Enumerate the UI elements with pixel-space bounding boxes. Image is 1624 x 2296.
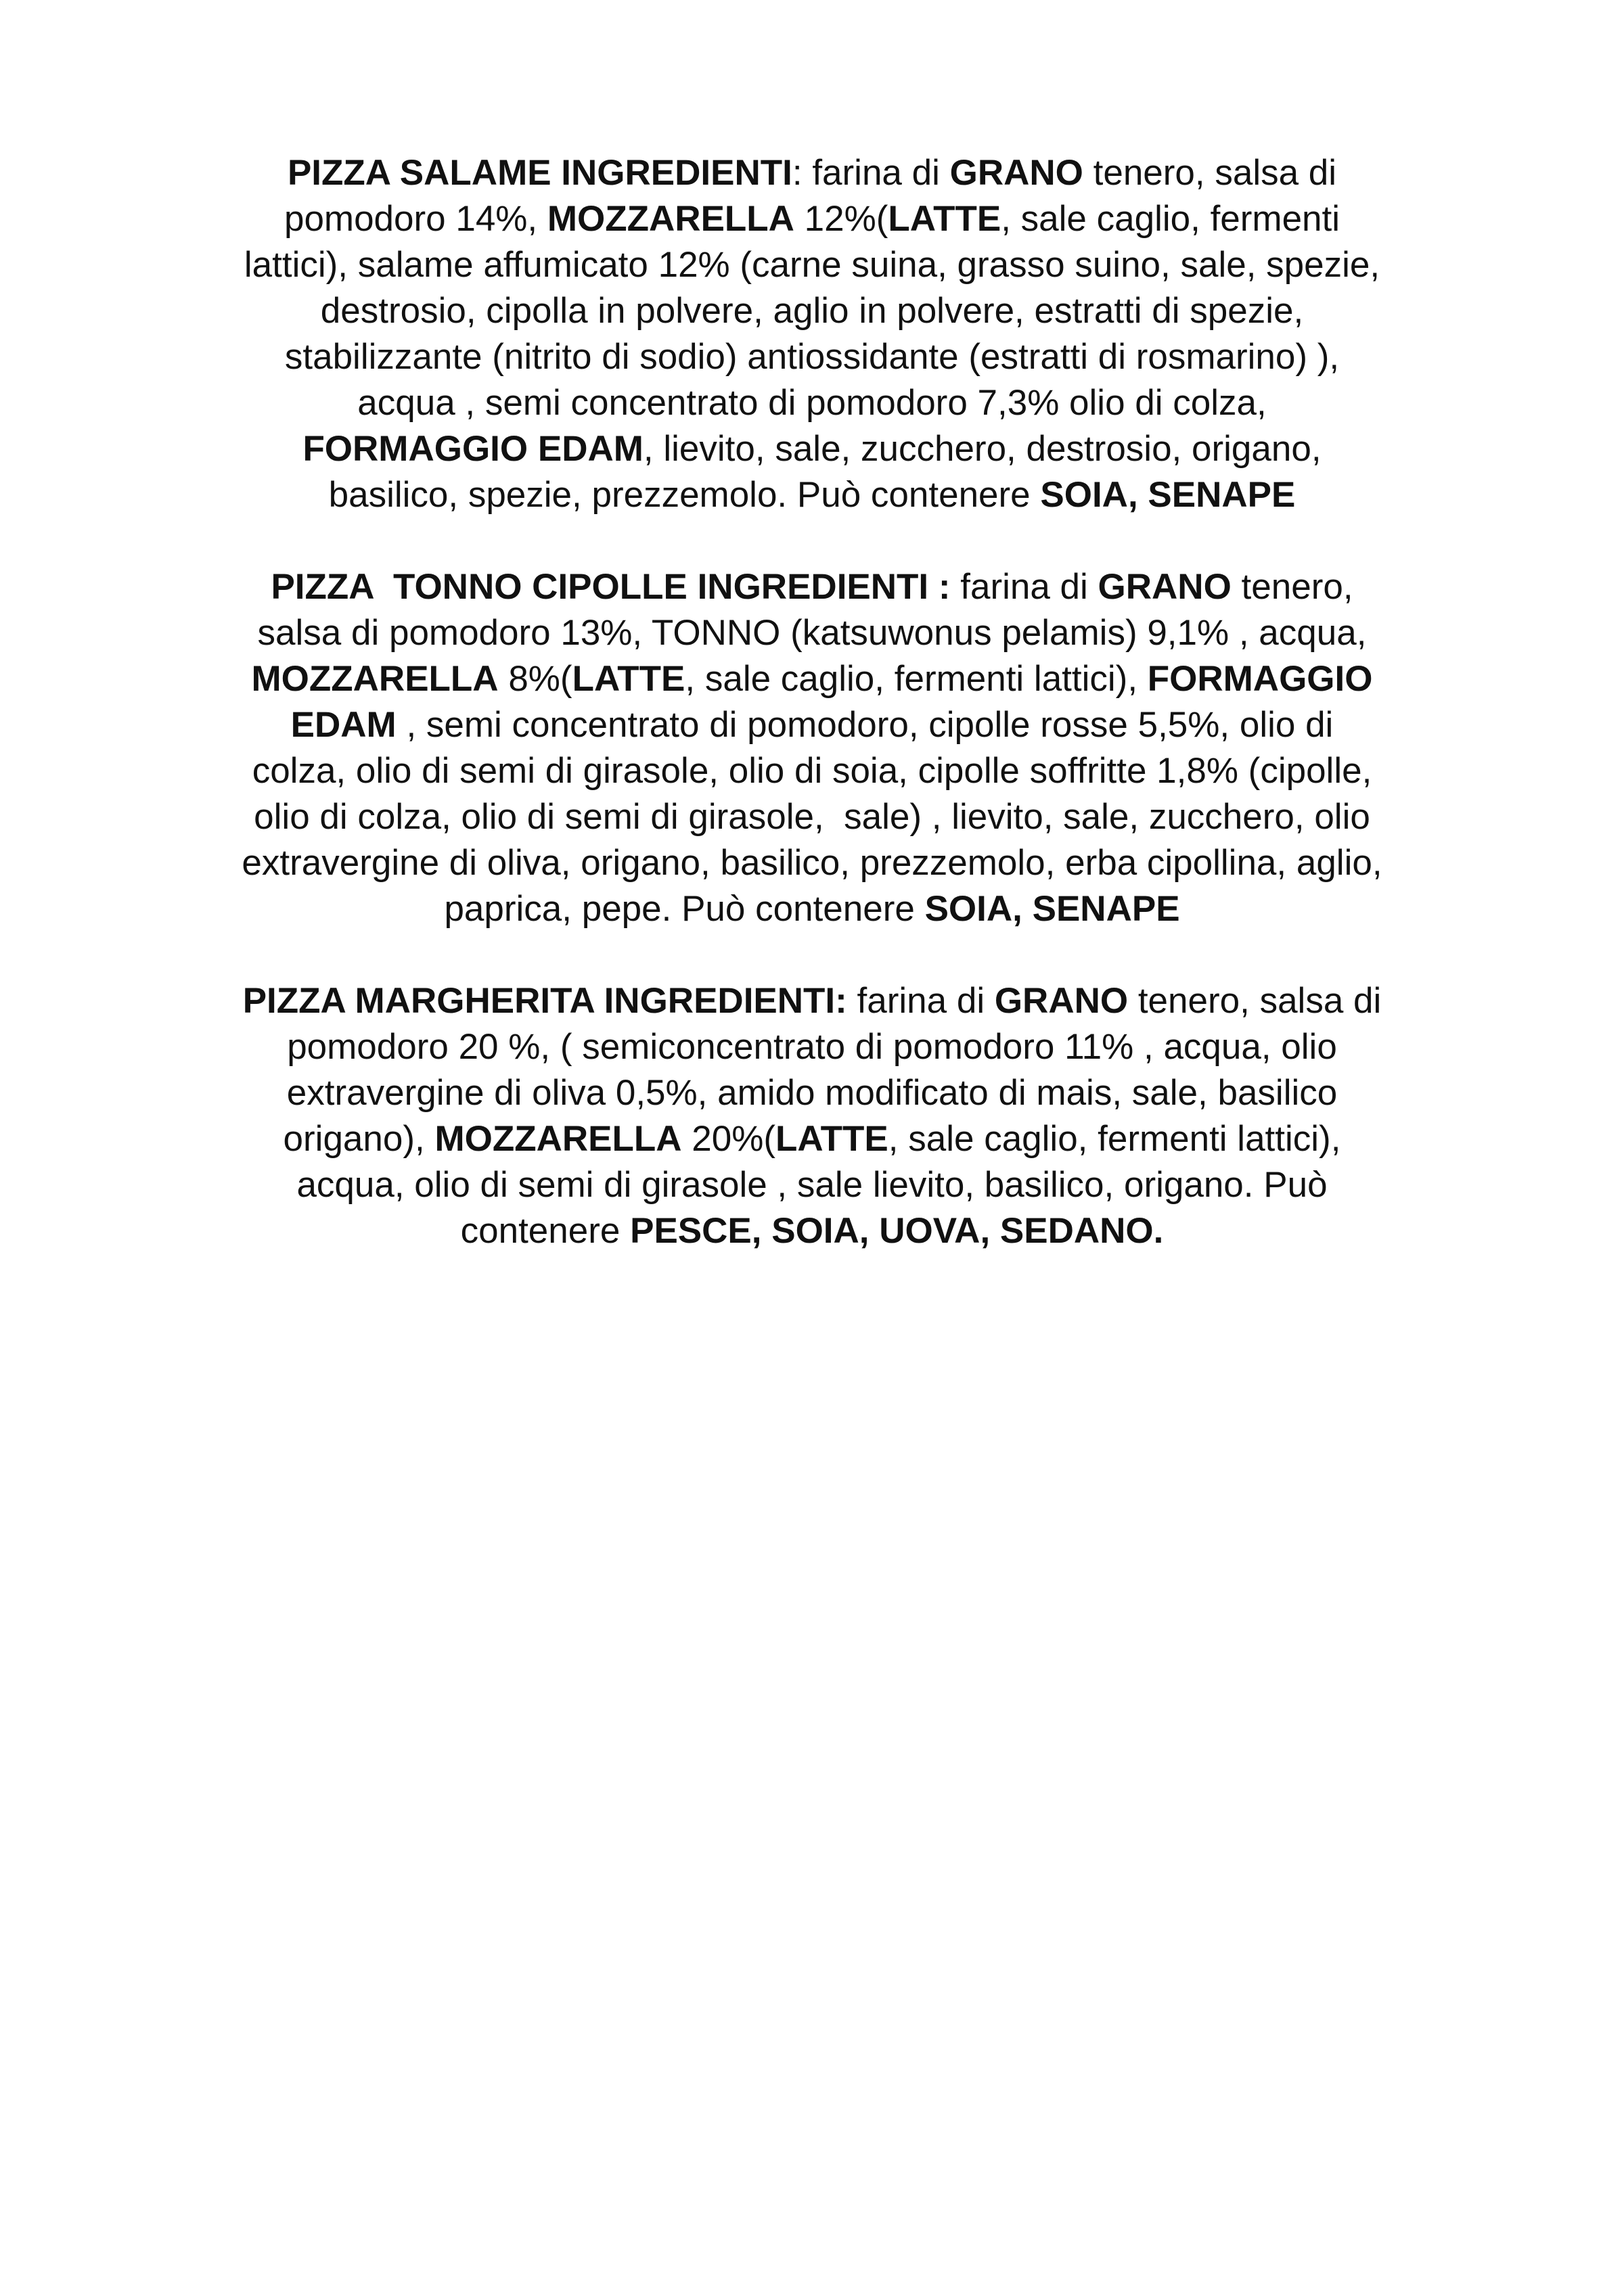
text-segment: tenero, <box>1231 567 1353 607</box>
text-segment: tenero, salsa di <box>1083 153 1337 193</box>
text-segment: pomodoro 14%, <box>284 199 547 239</box>
text-segment: acqua , semi concentrato di pomodoro 7,3% olio di colza, <box>357 383 1267 423</box>
text-segment: , sale caglio, fermenti lattici), <box>685 659 1148 699</box>
text-segment: stabilizzante (nitrito di sodio) antiossidante (estratti di rosmarino) ), <box>284 337 1340 377</box>
text-segment: 20%( <box>681 1119 775 1159</box>
bold-text-segment: GRANO <box>994 981 1129 1021</box>
bold-text-segment: PIZZA TONNO CIPOLLE INGREDIENTI : <box>271 567 951 607</box>
text-segment: , lievito, sale, zucchero, destrosio, origano, <box>643 429 1322 469</box>
text-line <box>149 1208 1475 1254</box>
text-segment: olio di colza, olio di semi di girasole, sale) , lievito, sale, zucchero, olio <box>254 797 1370 837</box>
bold-text-segment: GRANO <box>949 153 1083 193</box>
text-line <box>149 794 1475 840</box>
bold-text-segment: PIZZA MARGHERITA INGREDIENTI: <box>242 981 847 1021</box>
bold-text-segment: LATTE <box>888 199 1001 239</box>
text-segment: , sale caglio, fermenti <box>1001 199 1340 239</box>
ingredient-block-pizza-salame <box>149 150 1475 518</box>
ingredient-block-pizza-tonno-cipolle <box>149 564 1475 932</box>
text-line <box>149 1024 1475 1070</box>
text-line <box>149 702 1475 748</box>
bold-text-segment: PESCE, SOIA, UOVA, SEDANO. <box>630 1211 1164 1251</box>
text-line <box>149 564 1475 610</box>
text-line <box>149 1162 1475 1208</box>
bold-text-segment: GRANO <box>1098 567 1232 607</box>
text-segment: farina di <box>950 567 1098 607</box>
text-segment: basilico, spezie, prezzemolo. Può contenere <box>328 475 1041 515</box>
text-segment: 8%( <box>498 659 572 699</box>
text-segment: contenere <box>460 1211 631 1251</box>
text-segment: : farina di <box>792 153 950 193</box>
text-segment: 12%( <box>794 199 888 239</box>
text-segment: tenero, salsa di <box>1128 981 1382 1021</box>
bold-text-segment: LATTE <box>775 1119 888 1159</box>
text-segment: , semi concentrato di pomodoro, cipolle rosse 5,5%, olio di <box>396 705 1334 745</box>
text-segment: extravergine di oliva 0,5%, amido modificato di mais, sale, basilico <box>286 1073 1338 1113</box>
text-line <box>149 150 1475 196</box>
text-segment: origano), <box>283 1119 435 1159</box>
bold-text-segment: MOZZARELLA <box>251 659 499 699</box>
text-segment: acqua, olio di semi di girasole , sale lievito, basilico, origano. Può <box>296 1165 1328 1205</box>
bold-text-segment: SOIA, SENAPE <box>924 889 1180 929</box>
text-line <box>149 242 1475 288</box>
ingredients-text <box>149 150 1475 1300</box>
text-line <box>149 334 1475 380</box>
text-line <box>149 472 1475 518</box>
text-segment: destrosio, cipolla in polvere, aglio in polvere, estratti di spezie, <box>320 291 1304 331</box>
text-segment: pomodoro 20 %, ( semiconcentrato di pomodoro 11% , acqua, olio <box>287 1027 1337 1067</box>
bold-text-segment: LATTE <box>572 659 685 699</box>
text-segment: paprica, pepe. Può contenere <box>444 889 925 929</box>
text-line <box>149 380 1475 426</box>
text-line <box>149 1070 1475 1116</box>
text-line <box>149 426 1475 472</box>
bold-text-segment: FORMAGGIO EDAM <box>302 429 644 469</box>
text-segment: lattici), salame affumicato 12% (carne suina, grasso suino, sale, spezie, <box>244 245 1380 285</box>
text-line <box>149 1116 1475 1162</box>
bold-text-segment: SOIA, SENAPE <box>1040 475 1296 515</box>
text-line <box>149 656 1475 702</box>
text-segment: extravergine di oliva, origano, basilico, prezzemolo, erba cipollina, aglio, <box>242 843 1382 883</box>
text-segment: colza, olio di semi di girasole, olio di soia, cipolle soffritte 1,8% (cipolle, <box>252 751 1372 791</box>
text-line <box>149 610 1475 656</box>
text-segment: farina di <box>847 981 995 1021</box>
text-line <box>149 840 1475 886</box>
text-line <box>149 978 1475 1024</box>
bold-text-segment: FORMAGGIO <box>1147 659 1373 699</box>
text-line <box>149 196 1475 242</box>
text-line <box>149 288 1475 334</box>
bold-text-segment: MOZZARELLA <box>547 199 794 239</box>
bold-text-segment: MOZZARELLA <box>434 1119 682 1159</box>
text-line <box>149 886 1475 932</box>
text-line <box>149 748 1475 794</box>
bold-text-segment: EDAM <box>290 705 397 745</box>
ingredient-block-pizza-margherita <box>149 978 1475 1254</box>
bold-text-segment: PIZZA SALAME INGREDIENTI <box>287 153 792 193</box>
text-segment: salsa di pomodoro 13%, TONNO (katsuwonus pelamis) 9,1% , acqua, <box>257 613 1367 653</box>
text-segment: , sale caglio, fermenti lattici), <box>888 1119 1341 1159</box>
